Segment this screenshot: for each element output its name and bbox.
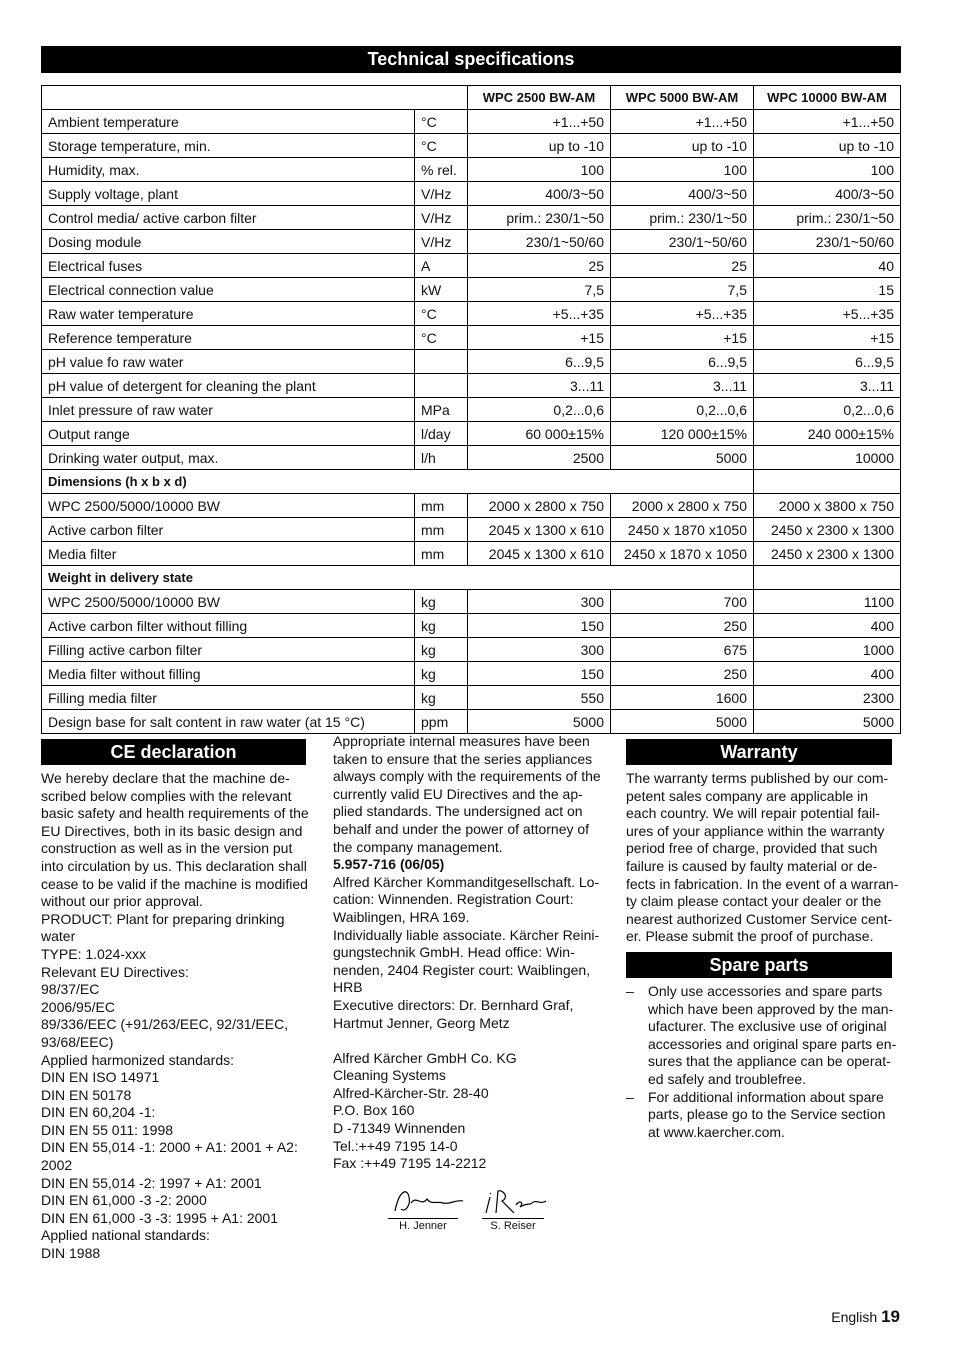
spec-header-blank [42,86,468,110]
spec-unit: MPa [415,398,468,422]
spec-label: Media filter without filling [42,662,415,686]
spec-value: 400 [754,662,901,686]
text-line: Alfred Kärcher GmbH Co. KG [333,1049,517,1066]
spare-parts-item [626,983,902,1089]
spec-value: 25 [468,254,611,278]
spec-unit: °C [415,302,468,326]
spec-value: +5...+35 [754,302,901,326]
spec-value: 40 [754,254,901,278]
spec-value: 230/1~50/60 [468,230,611,254]
spec-unit: kg [415,686,468,710]
spec-value: 300 [468,590,611,614]
text-line: HRB [333,979,363,996]
spec-row [42,326,901,350]
spec-label: Media filter [42,542,415,566]
text-line: failure is caused by faulty material or de- [626,857,878,874]
spec-unit: kW [415,278,468,302]
text-line: sures that the appliance can be operat- [648,1053,891,1070]
text-line: 93/68/EEC) [41,1033,114,1050]
text-line: behalf and under the power of attorney of [333,820,590,837]
spec-value: 2000 x 2800 x 750 [611,494,754,518]
text-line: ufacturer. The exclusive use of original [648,1018,887,1035]
text-line: Relevant EU Directives: [41,963,189,980]
spec-value: 0,2...0,6 [468,398,611,422]
spec-value: 2500 [468,446,611,470]
spec-value: +5...+35 [468,302,611,326]
spec-value: +1...+50 [754,110,901,134]
spec-value: 2000 x 2800 x 750 [468,494,611,518]
text-line: DIN EN 50178 [41,1086,132,1103]
spec-value: 1000 [754,638,901,662]
document-number: 5.957-716 (06/05) [333,856,445,873]
text-line: plied standards. The undersigned act on [333,803,583,820]
spec-label: Filling media filter [42,686,415,710]
text-line: er. Please submit the proof of purchase. [626,928,874,945]
spec-unit: kg [415,638,468,662]
text-line: nearest authorized Customer Service cent- [626,910,893,927]
spec-value: 2450 x 2300 x 1300 [754,518,901,542]
bullet-dash: – [626,1088,634,1105]
spec-value: 2300 [754,686,901,710]
text-line: parts, please go to the Service section [648,1106,886,1123]
text-line: D -71349 Winnenden [333,1120,466,1137]
text-line: The warranty terms published by our com- [626,770,889,786]
spare-parts-heading: Spare parts [626,952,892,978]
spare-parts-list [626,983,902,1141]
text-line: the company management. [333,838,503,855]
spec-row [42,302,901,326]
text-line: PRODUCT: Plant for preparing drinking [41,910,285,927]
text-line: Waiblingen, HRA 169. [333,908,470,925]
spec-value: prim.: 230/1~50 [468,206,611,230]
spec-label: Raw water temperature [42,302,415,326]
spec-label: Drinking water output, max. [42,446,415,470]
text-line: fects in fabrication. In the event of a warran- [626,875,899,892]
spec-unit [415,350,468,374]
spec-value: 300 [468,638,611,662]
spec-value: +15 [611,326,754,350]
spec-unit: V/Hz [415,206,468,230]
spec-value: 3...11 [611,374,754,398]
spec-label: WPC 2500/5000/10000 BW [42,590,415,614]
text-line: ed safely and troublefree. [648,1070,806,1087]
text-line: 89/336/EEC (+91/263/EEC, 92/31/EEC, [41,1016,289,1033]
ce-declaration-heading: CE declaration [41,739,306,765]
text-line: ures of your appliance within the warranty [626,822,885,839]
spec-value: 700 [611,590,754,614]
spec-label: Active carbon filter without filling [42,614,415,638]
text-line: 2002 [41,1157,73,1174]
spec-label: Humidity, max. [42,158,415,182]
text-line: scribed below complies with the relevant [41,787,292,804]
page-number: 19 [881,1307,900,1326]
text-line: DIN 1988 [41,1245,101,1262]
warranty-text [626,770,902,946]
text-line: each country. We will repair potential fail- [626,805,880,822]
spec-row [42,398,901,422]
text-line: DIN EN 61,000 -3 -3: 1995 + A1: 2001 [41,1209,278,1226]
spec-value: 3...11 [468,374,611,398]
spec-unit: °C [415,326,468,350]
spec-label: Filling active carbon filter [42,638,415,662]
ce-declaration-text [41,770,316,1263]
spec-unit: mm [415,494,468,518]
spec-value: 2450 x 1870 x1050 [611,518,754,542]
spec-row [42,254,901,278]
spec-value: 6...9,5 [754,350,901,374]
text-line: DIN EN ISO 14971 [41,1069,160,1086]
spec-value: prim.: 230/1~50 [754,206,901,230]
spec-row [42,374,901,398]
spec-value: 2000 x 3800 x 750 [754,494,901,518]
text-line: DIN EN 55,014 -2: 1997 + A1: 2001 [41,1174,262,1191]
spec-unit: A [415,254,468,278]
spec-value: 250 [611,614,754,638]
spec-table [41,85,901,734]
spec-value: 400/3~50 [611,182,754,206]
signature-reiser [482,1183,552,1223]
spec-value: 230/1~50/60 [754,230,901,254]
spec-value: 230/1~50/60 [611,230,754,254]
spec-value: 150 [468,662,611,686]
text-line: Individually liable associate. Kärcher Reini- [333,926,600,943]
spec-value: 1100 [754,590,901,614]
model-header: WPC 10000 BW-AM [754,86,901,110]
spec-label: Design base for salt content in raw water (at 15 °C) [42,710,415,734]
text-line: cease to be valid if the machine is modified [41,875,308,892]
spec-label: Storage temperature, min. [42,134,415,158]
signatory-name: H. Jenner [388,1218,458,1232]
text-line: DIN EN 55 011: 1998 [41,1121,174,1138]
spec-label: WPC 2500/5000/10000 BW [42,494,415,518]
spec-row [42,494,901,518]
text-line: taken to ensure that the series appliances [333,750,593,767]
spec-label: Supply voltage, plant [42,182,415,206]
text-line: Fax :++49 7195 14-2212 [333,1155,487,1172]
spec-unit: mm [415,518,468,542]
spec-unit: mm [415,542,468,566]
spec-row [42,614,901,638]
spare-parts-item [626,1089,902,1142]
spec-row [42,158,901,182]
spec-unit: °C [415,134,468,158]
spec-label: Active carbon filter [42,518,415,542]
company-address [333,1050,611,1173]
spec-value: 60 000±15% [468,422,611,446]
text-line: We hereby declare that the machine de- [41,770,290,786]
spec-value: 250 [611,662,754,686]
spec-unit [415,374,468,398]
company-legal-text [333,874,611,1032]
spec-row [42,278,901,302]
spec-unit: % rel. [415,158,468,182]
spec-value: 400/3~50 [754,182,901,206]
spec-label: Ambient temperature [42,110,415,134]
spec-unit: ppm [415,710,468,734]
spec-section-blank [754,566,901,590]
spec-row [42,422,901,446]
spec-value: 100 [468,158,611,182]
spec-value: +15 [754,326,901,350]
spec-row [42,350,901,374]
spec-unit: kg [415,614,468,638]
text-line: P.O. Box 160 [333,1102,415,1119]
spec-section-row [42,566,901,590]
spec-row [42,182,901,206]
text-line: Alfred-Kärcher-Str. 28-40 [333,1084,489,1101]
spec-label: Output range [42,422,415,446]
spec-value: 100 [611,158,754,182]
spec-unit: V/Hz [415,230,468,254]
spec-value: 0,2...0,6 [754,398,901,422]
text-line: 2006/95/EC [41,998,115,1015]
spec-row [42,110,901,134]
model-header: WPC 2500 BW-AM [468,86,611,110]
spec-value: 675 [611,638,754,662]
spec-value: up to -10 [754,134,901,158]
spec-unit: °C [415,110,468,134]
spec-value: 120 000±15% [611,422,754,446]
text-line: basic safety and health requirements of the [41,805,309,822]
spec-value: 240 000±15% [754,422,901,446]
text-line: Tel.:++49 7195 14-0 [333,1137,458,1154]
text-line: into circulation by us. This declaration shall [41,857,307,874]
spec-value: 550 [468,686,611,710]
spec-header-row [42,86,901,110]
model-header: WPC 5000 BW-AM [611,86,754,110]
spec-section-blank [754,470,901,494]
spec-value: 1600 [611,686,754,710]
spec-value: 5000 [468,710,611,734]
spec-value: +1...+50 [468,110,611,134]
internal-measures-text [333,733,611,856]
spec-value: 2450 x 1870 x 1050 [611,542,754,566]
spec-value: 25 [611,254,754,278]
text-line: gungstechnik GmbH. Head office: Win- [333,944,575,961]
spec-unit: l/h [415,446,468,470]
spec-label: pH value of detergent for cleaning the plant [42,374,415,398]
text-line: nenden, 2404 Register court: Waiblingen, [333,961,591,978]
spec-row [42,590,901,614]
spec-row [42,710,901,734]
spec-row [42,638,901,662]
page-footer [831,1307,900,1327]
signature-jenner [387,1183,467,1223]
spec-value: +1...+50 [611,110,754,134]
spec-row [42,542,901,566]
spec-section-label: Dimensions (h x b x d) [42,470,754,494]
spec-value: 5000 [611,710,754,734]
text-line: DIN EN 60,204 -1: [41,1104,156,1121]
spec-value: 400/3~50 [468,182,611,206]
spec-value: +15 [468,326,611,350]
spec-section-row [42,470,901,494]
text-line: without our prior approval. [41,893,203,910]
text-line: Only use accessories and spare parts [648,983,883,999]
text-line: EU Directives, both in its basic design and [41,822,303,839]
spec-value: 150 [468,614,611,638]
text-line: Applied harmonized standards: [41,1051,235,1068]
spec-section-label: Weight in delivery state [42,566,754,590]
technical-specifications-heading: Technical specifications [41,46,901,73]
text-line: cation: Winnenden. Registration Court: [333,891,574,908]
spec-row [42,518,901,542]
text-line: Alfred Kärcher Kommanditgesellschaft. Lo- [333,873,600,890]
spec-unit: kg [415,590,468,614]
spec-label: Control media/ active carbon filter [42,206,415,230]
spec-value: 5000 [611,446,754,470]
spec-value: prim.: 230/1~50 [611,206,754,230]
bullet-dash: – [626,983,634,999]
text-line: at www.kaercher.com. [648,1123,785,1140]
text-line: 98/37/EC [41,981,100,998]
spec-row [42,446,901,470]
text-line: For additional information about spare [648,1088,884,1105]
spec-label: Inlet pressure of raw water [42,398,415,422]
text-line: Executive directors: Dr. Bernhard Graf, [333,996,574,1013]
text-line: ty claim please contact your dealer or the [626,893,882,910]
spec-value: 2045 x 1300 x 610 [468,542,611,566]
text-line: Appropriate internal measures have been [333,733,590,749]
spec-label: Electrical fuses [42,254,415,278]
spec-row [42,206,901,230]
spec-value: 0,2...0,6 [611,398,754,422]
spec-value: 5000 [754,710,901,734]
spec-unit: V/Hz [415,182,468,206]
text-line: Hartmut Jenner, Georg Metz [333,1014,510,1031]
ce-declaration-continued [333,733,611,1173]
text-line: period free of charge, provided that such [626,840,878,857]
spec-value: 15 [754,278,901,302]
spec-unit: l/day [415,422,468,446]
warranty-heading: Warranty [626,739,892,765]
text-line: currently valid EU Directives and the ap- [333,785,583,802]
text-line: construction as well as in the version put [41,840,293,857]
text-line: Applied national standards: [41,1227,210,1244]
footer-language: English [831,1309,878,1325]
spec-value: +5...+35 [611,302,754,326]
spec-value: 2450 x 2300 x 1300 [754,542,901,566]
text-line: which have been approved by the man- [648,1000,894,1017]
spec-value: 6...9,5 [611,350,754,374]
text-line: DIN EN 61,000 -3 -2: 2000 [41,1192,207,1209]
spec-value: up to -10 [468,134,611,158]
spec-row [42,686,901,710]
spec-label: Dosing module [42,230,415,254]
signatory-name: S. Reiser [482,1218,544,1232]
spec-value: 10000 [754,446,901,470]
spec-row [42,230,901,254]
text-line: always comply with the requirements of the [333,768,601,785]
spec-value: 2045 x 1300 x 610 [468,518,611,542]
text-line: DIN EN 55,014 -1: 2000 + A1: 2001 + A2: [41,1139,298,1156]
spec-unit: kg [415,662,468,686]
spec-label: Reference temperature [42,326,415,350]
spec-value: up to -10 [611,134,754,158]
spec-row [42,134,901,158]
spec-label: pH value fo raw water [42,350,415,374]
spec-value: 3...11 [754,374,901,398]
spec-row [42,662,901,686]
text-line: accessories and original spare parts en- [648,1035,897,1052]
text-line: water [41,928,76,945]
spec-value: 100 [754,158,901,182]
spec-value: 6...9,5 [468,350,611,374]
spec-value: 400 [754,614,901,638]
text-line: Cleaning Systems [333,1067,446,1084]
text-line: petent sales company are applicable in [626,787,869,804]
spec-value: 7,5 [468,278,611,302]
spec-value: 7,5 [611,278,754,302]
spec-label: Electrical connection value [42,278,415,302]
text-line: TYPE: 1.024-xxx [41,945,147,962]
